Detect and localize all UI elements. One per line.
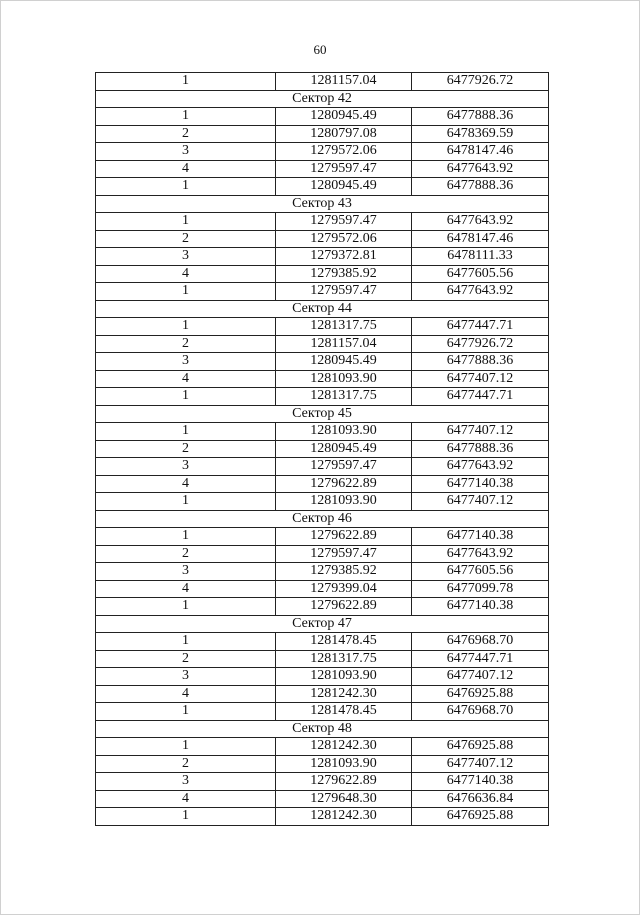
y-coordinate-cell: 6477643.92 [412,283,549,301]
point-number-cell: 1 [96,283,276,301]
y-coordinate-cell: 6477605.56 [412,563,549,581]
x-coordinate-cell: 1280797.08 [276,125,412,143]
x-coordinate-cell: 1281317.75 [276,318,412,336]
table-row [96,790,549,808]
point-number-cell: 1 [96,423,276,441]
table-row [96,318,549,336]
table-row [96,808,549,826]
point-number-cell: 1 [96,388,276,406]
y-coordinate-cell: 6477643.92 [412,545,549,563]
y-coordinate-cell: 6477140.38 [412,598,549,616]
page-number: 60 [313,42,327,57]
point-number-cell: 1 [96,178,276,196]
point-number-cell: 1 [96,598,276,616]
point-number-cell: 3 [96,143,276,161]
table-row [96,633,549,651]
table-row [96,283,549,301]
point-number-cell: 3 [96,668,276,686]
table-row [96,458,549,476]
table-row [96,265,549,283]
y-coordinate-cell: 6477888.36 [412,178,549,196]
table-row [96,738,549,756]
x-coordinate-cell: 1280945.49 [276,108,412,126]
point-number-cell: 2 [96,230,276,248]
y-coordinate-cell: 6477099.78 [412,580,549,598]
y-coordinate-cell: 6478111.33 [412,248,549,266]
y-coordinate-cell: 6477926.72 [412,73,549,91]
table-row [96,143,549,161]
x-coordinate-cell: 1281317.75 [276,388,412,406]
x-coordinate-cell: 1279372.81 [276,248,412,266]
table-row [96,213,549,231]
x-coordinate-cell: 1279597.47 [276,545,412,563]
y-coordinate-cell: 6477407.12 [412,370,549,388]
x-coordinate-cell: 1279385.92 [276,563,412,581]
y-coordinate-cell: 6477140.38 [412,475,549,493]
table-row [96,73,549,91]
x-coordinate-cell: 1281242.30 [276,685,412,703]
point-number-cell: 3 [96,773,276,791]
x-coordinate-cell: 1279648.30 [276,790,412,808]
y-coordinate-cell: 6478147.46 [412,143,549,161]
point-number-cell: 4 [96,790,276,808]
sector-header-row [96,90,549,108]
x-coordinate-cell: 1281317.75 [276,650,412,668]
point-number-cell: 1 [96,808,276,826]
y-coordinate-cell: 6477407.12 [412,668,549,686]
x-coordinate-cell: 1279622.89 [276,528,412,546]
point-number-cell: 1 [96,633,276,651]
point-number-cell: 4 [96,685,276,703]
sector-title: Сектор 46 [96,510,549,528]
y-coordinate-cell: 6477140.38 [412,773,549,791]
table-row [96,493,549,511]
point-number-cell: 1 [96,73,276,91]
table-row [96,703,549,721]
x-coordinate-cell: 1280945.49 [276,353,412,371]
x-coordinate-cell: 1279572.06 [276,230,412,248]
table-row [96,685,549,703]
x-coordinate-cell: 1281478.45 [276,633,412,651]
x-coordinate-cell: 1280945.49 [276,440,412,458]
y-coordinate-cell: 6477605.56 [412,265,549,283]
point-number-cell: 4 [96,580,276,598]
y-coordinate-cell: 6477888.36 [412,108,549,126]
x-coordinate-cell: 1281157.04 [276,73,412,91]
y-coordinate-cell: 6478369.59 [412,125,549,143]
table-row [96,528,549,546]
point-number-cell: 2 [96,125,276,143]
table-row [96,248,549,266]
table-row [96,545,549,563]
x-coordinate-cell: 1281093.90 [276,493,412,511]
point-number-cell: 2 [96,755,276,773]
y-coordinate-cell: 6477643.92 [412,160,549,178]
point-number-cell: 4 [96,265,276,283]
x-coordinate-cell: 1279597.47 [276,160,412,178]
table-row [96,353,549,371]
point-number-cell: 3 [96,353,276,371]
sector-title: Сектор 45 [96,405,549,423]
table-row [96,440,549,458]
x-coordinate-cell: 1279622.89 [276,475,412,493]
point-number-cell: 1 [96,318,276,336]
x-coordinate-cell: 1279622.89 [276,773,412,791]
x-coordinate-cell: 1279572.06 [276,143,412,161]
sector-header-row [96,510,549,528]
table-row [96,230,549,248]
y-coordinate-cell: 6477643.92 [412,213,549,231]
y-coordinate-cell: 6476925.88 [412,808,549,826]
coordinates-table [95,72,549,826]
table-row [96,160,549,178]
point-number-cell: 3 [96,563,276,581]
table-row [96,388,549,406]
x-coordinate-cell: 1281093.90 [276,370,412,388]
y-coordinate-cell: 6477888.36 [412,440,549,458]
point-number-cell: 4 [96,160,276,178]
table-row [96,668,549,686]
y-coordinate-cell: 6476636.84 [412,790,549,808]
sector-header-row [96,300,549,318]
point-number-cell: 2 [96,545,276,563]
table-row [96,423,549,441]
x-coordinate-cell: 1280945.49 [276,178,412,196]
y-coordinate-cell: 6476925.88 [412,738,549,756]
y-coordinate-cell: 6477447.71 [412,388,549,406]
x-coordinate-cell: 1279622.89 [276,598,412,616]
sector-title: Сектор 43 [96,195,549,213]
x-coordinate-cell: 1281093.90 [276,423,412,441]
x-coordinate-cell: 1279399.04 [276,580,412,598]
x-coordinate-cell: 1281242.30 [276,738,412,756]
table-row [96,580,549,598]
table-row [96,178,549,196]
sector-header-row [96,195,549,213]
point-number-cell: 1 [96,703,276,721]
sector-title: Сектор 47 [96,615,549,633]
table-row [96,563,549,581]
point-number-cell: 1 [96,738,276,756]
sector-header-row [96,615,549,633]
sector-header-row [96,720,549,738]
y-coordinate-cell: 6477888.36 [412,353,549,371]
x-coordinate-cell: 1279597.47 [276,283,412,301]
table-row [96,598,549,616]
y-coordinate-cell: 6478147.46 [412,230,549,248]
y-coordinate-cell: 6477643.92 [412,458,549,476]
coordinates-table-body [96,73,549,826]
point-number-cell: 3 [96,458,276,476]
point-number-cell: 1 [96,493,276,511]
y-coordinate-cell: 6477447.71 [412,318,549,336]
y-coordinate-cell: 6477407.12 [412,493,549,511]
sector-title: Сектор 44 [96,300,549,318]
point-number-cell: 2 [96,335,276,353]
y-coordinate-cell: 6477407.12 [412,423,549,441]
point-number-cell: 4 [96,475,276,493]
x-coordinate-cell: 1281093.90 [276,668,412,686]
table-row [96,125,549,143]
x-coordinate-cell: 1279385.92 [276,265,412,283]
table-row [96,335,549,353]
point-number-cell: 1 [96,108,276,126]
y-coordinate-cell: 6476968.70 [412,703,549,721]
table-row [96,475,549,493]
point-number-cell: 1 [96,528,276,546]
sector-header-row [96,405,549,423]
point-number-cell: 1 [96,213,276,231]
table-row [96,755,549,773]
table-row [96,108,549,126]
x-coordinate-cell: 1281478.45 [276,703,412,721]
y-coordinate-cell: 6477407.12 [412,755,549,773]
point-number-cell: 3 [96,248,276,266]
sector-title: Сектор 42 [96,90,549,108]
y-coordinate-cell: 6477140.38 [412,528,549,546]
y-coordinate-cell: 6476968.70 [412,633,549,651]
x-coordinate-cell: 1279597.47 [276,213,412,231]
table-row [96,773,549,791]
x-coordinate-cell: 1279597.47 [276,458,412,476]
y-coordinate-cell: 6477447.71 [412,650,549,668]
sector-title: Сектор 48 [96,720,549,738]
x-coordinate-cell: 1281093.90 [276,755,412,773]
x-coordinate-cell: 1281157.04 [276,335,412,353]
x-coordinate-cell: 1281242.30 [276,808,412,826]
y-coordinate-cell: 6477926.72 [412,335,549,353]
point-number-cell: 4 [96,370,276,388]
table-row [96,650,549,668]
table-row [96,370,549,388]
y-coordinate-cell: 6476925.88 [412,685,549,703]
point-number-cell: 2 [96,650,276,668]
point-number-cell: 2 [96,440,276,458]
